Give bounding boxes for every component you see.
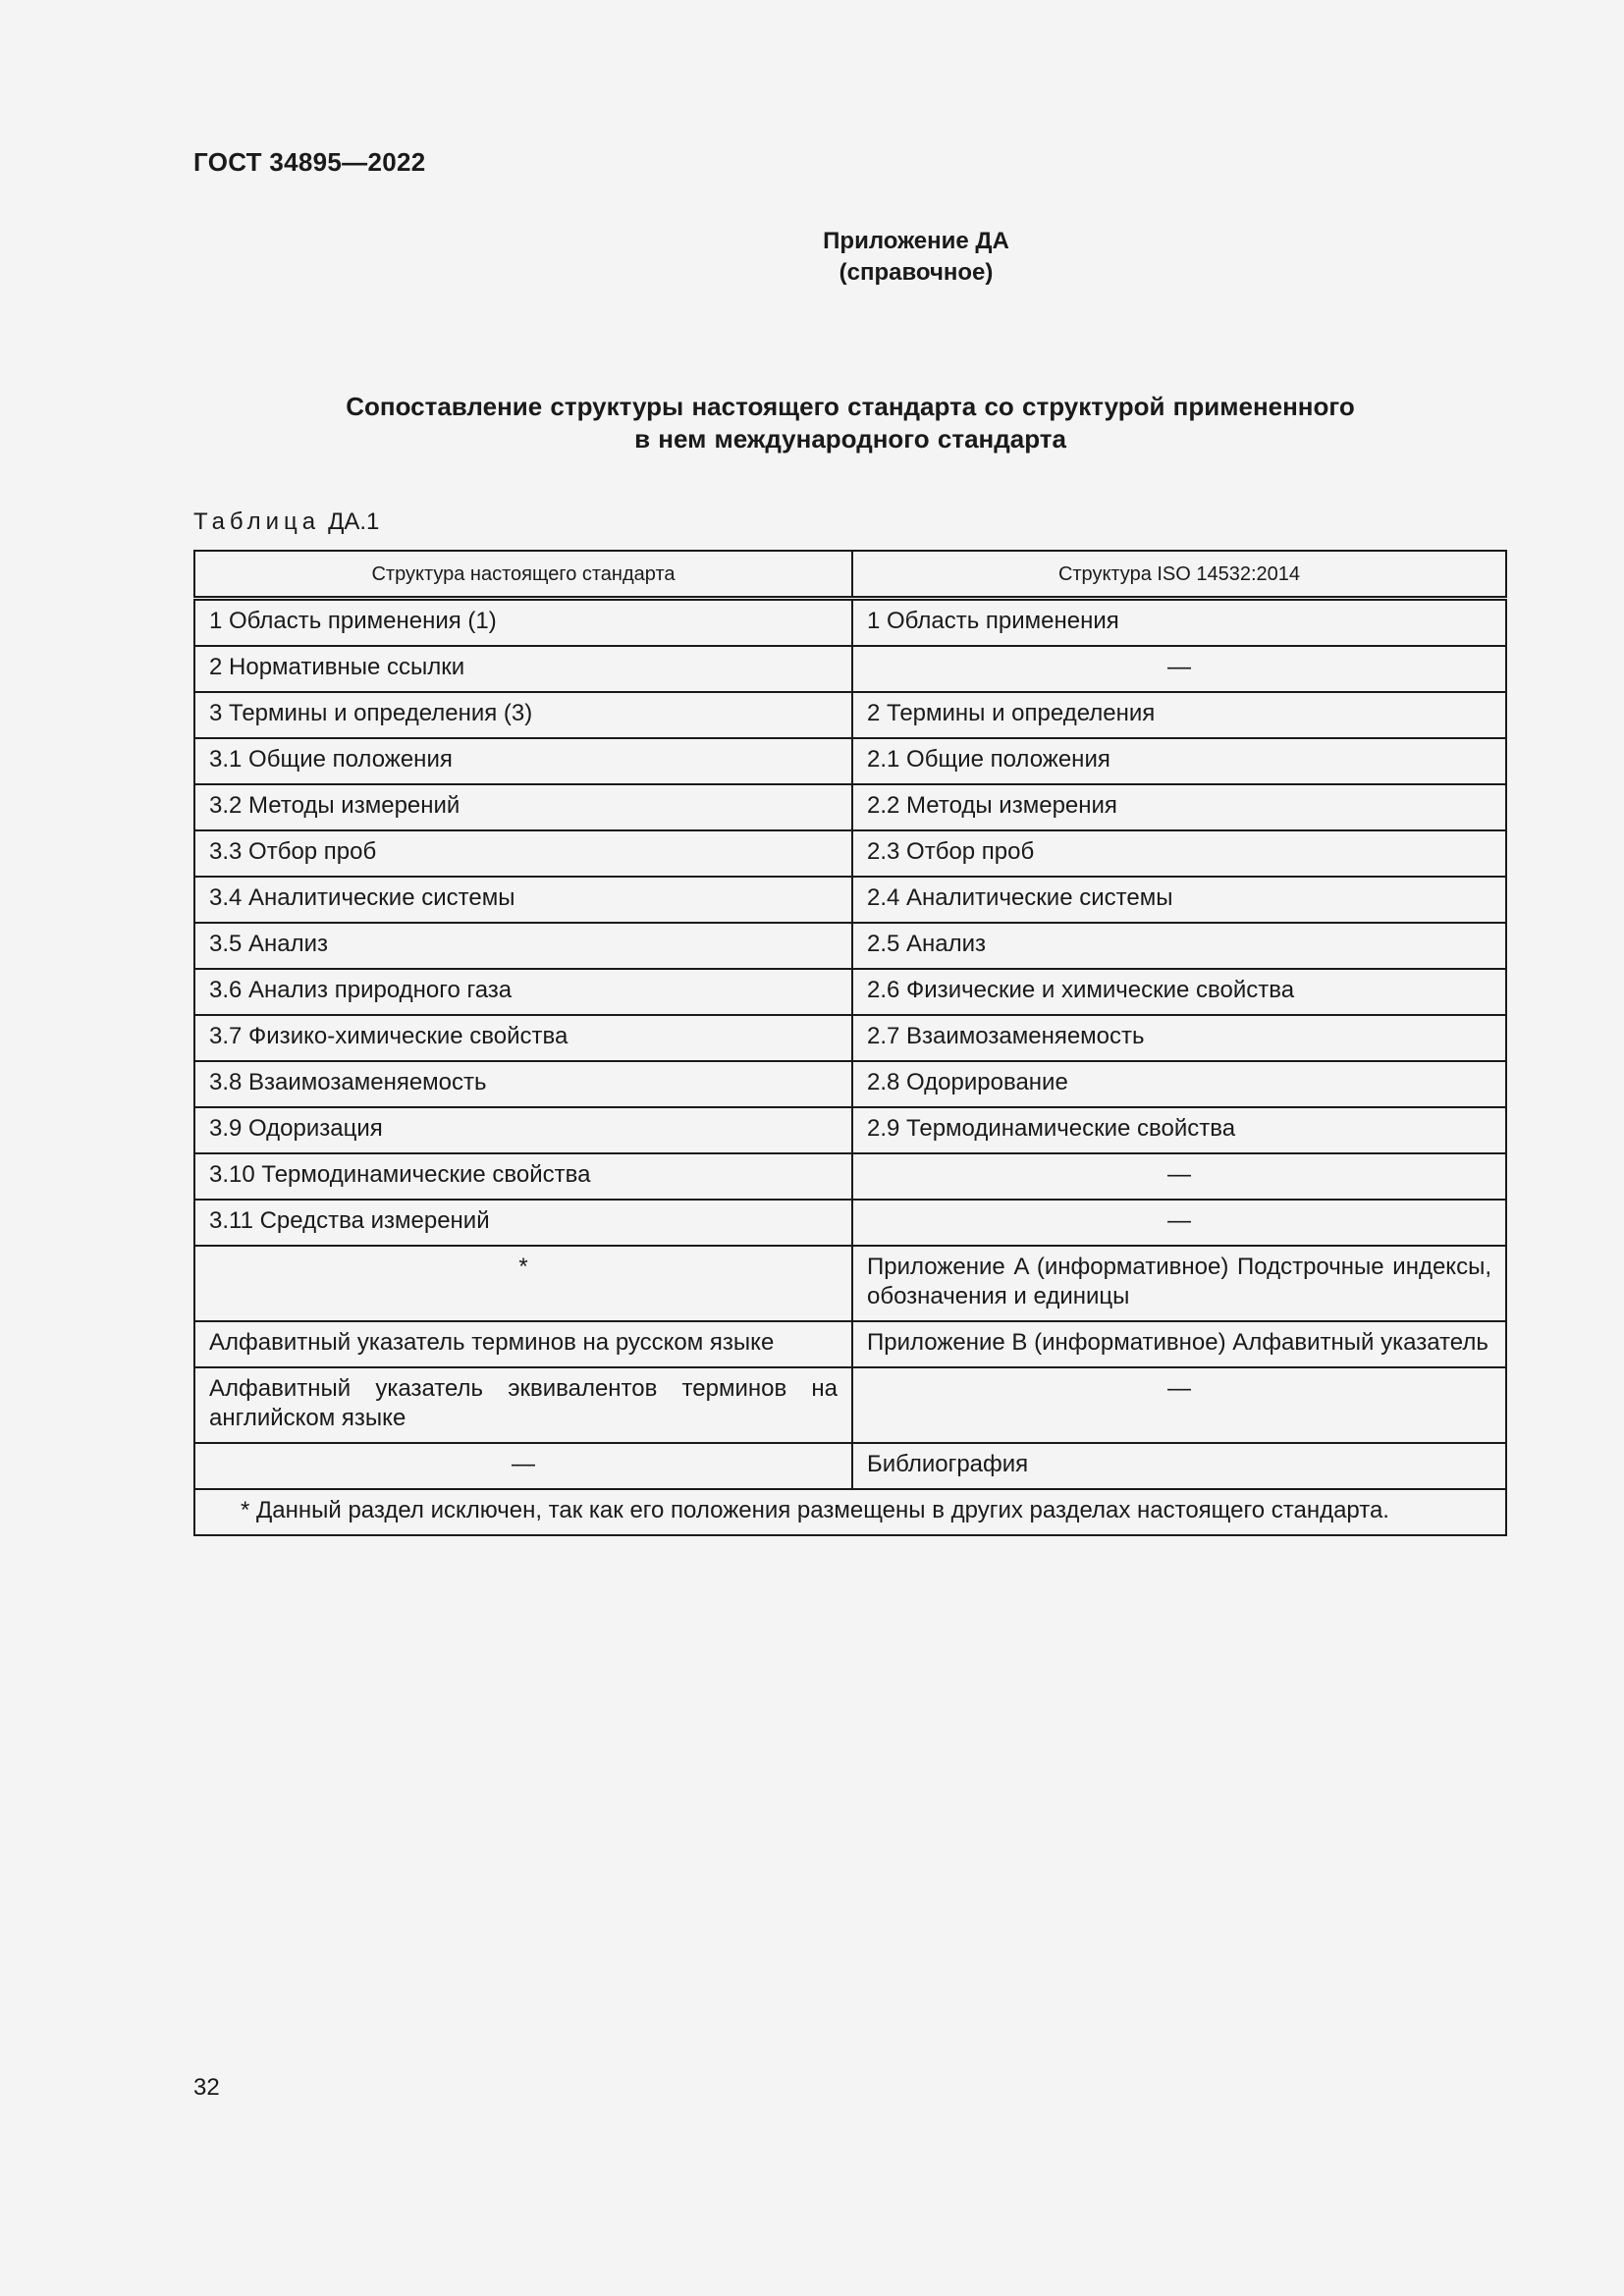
- cell-iso-standard: —: [852, 1200, 1506, 1246]
- table-row: [194, 1367, 1506, 1443]
- appendix-subtitle: (справочное): [839, 259, 994, 286]
- cell-current-standard: 3.2 Методы измерений: [194, 784, 852, 830]
- table-row: [194, 923, 1506, 969]
- cell-current-standard: —: [194, 1443, 852, 1489]
- cell-iso-standard: —: [852, 646, 1506, 692]
- cell-current-standard: Алфавитный указатель эквивалентов терминов на английском языке: [194, 1367, 852, 1443]
- table-row: [194, 1246, 1506, 1321]
- cell-current-standard: 3 Термины и определения (3): [194, 692, 852, 738]
- table-row: [194, 646, 1506, 692]
- cell-iso-standard: 2.4 Аналитические системы: [852, 877, 1506, 923]
- table-row: [194, 1015, 1506, 1061]
- table-header-row: [194, 551, 1506, 599]
- document-code: ГОСТ 34895—2022: [193, 147, 426, 177]
- cell-current-standard: 3.5 Анализ: [194, 923, 852, 969]
- table-row: [194, 784, 1506, 830]
- table-row: [194, 599, 1506, 647]
- table-row: [194, 1200, 1506, 1246]
- cell-iso-standard: 2.7 Взаимозаменяемость: [852, 1015, 1506, 1061]
- cell-iso-standard: Библиография: [852, 1443, 1506, 1489]
- table-caption: [193, 508, 379, 536]
- cell-current-standard: 3.3 Отбор проб: [194, 830, 852, 877]
- cell-iso-standard: 2.1 Общие положения: [852, 738, 1506, 784]
- table-row: [194, 738, 1506, 784]
- cell-current-standard: Алфавитный указатель терминов на русском языке: [194, 1321, 852, 1367]
- cell-iso-standard: 2.2 Методы измерения: [852, 784, 1506, 830]
- cell-current-standard: 3.8 Взаимозаменяемость: [194, 1061, 852, 1107]
- main-title-line-1: Сопоставление структуры настоящего стандарта со структурой примененного: [346, 392, 1355, 421]
- table-row: [194, 692, 1506, 738]
- cell-current-standard: 1 Область применения (1): [194, 599, 852, 647]
- cell-iso-standard: —: [852, 1367, 1506, 1443]
- cell-current-standard: 3.4 Аналитические системы: [194, 877, 852, 923]
- cell-iso-standard: 1 Область применения: [852, 599, 1506, 647]
- cell-current-standard: 3.9 Одоризация: [194, 1107, 852, 1153]
- cell-current-standard: 2 Нормативные ссылки: [194, 646, 852, 692]
- main-title-line-2: в нем международного стандарта: [634, 424, 1066, 454]
- table-row: [194, 1061, 1506, 1107]
- appendix-title: Приложение ДА: [823, 228, 1009, 254]
- column-header-iso-standard: Структура ISO 14532:2014: [852, 551, 1506, 599]
- table-footnote-row: [194, 1489, 1506, 1535]
- cell-iso-standard: 2.5 Анализ: [852, 923, 1506, 969]
- appendix-heading: [0, 226, 1624, 289]
- table-footnote: * Данный раздел исключен, так как его положения размещены в других разделах настоящего стандарта.: [194, 1489, 1506, 1535]
- cell-iso-standard: —: [852, 1153, 1506, 1200]
- table-row: [194, 1443, 1506, 1489]
- cell-current-standard: 3.1 Общие положения: [194, 738, 852, 784]
- cell-iso-standard: Приложение A (информативное) Подстрочные индексы, обозначения и единицы: [852, 1246, 1506, 1321]
- main-title: [193, 391, 1507, 455]
- table-caption-id: ДА.1: [328, 508, 380, 535]
- column-header-current-standard: Структура настоящего стандарта: [194, 551, 852, 599]
- page-number: 32: [193, 2074, 220, 2101]
- cell-current-standard: *: [194, 1246, 852, 1321]
- table-row: [194, 830, 1506, 877]
- table-row: [194, 877, 1506, 923]
- cell-iso-standard: Приложение B (информативное) Алфавитный указатель: [852, 1321, 1506, 1367]
- comparison-table: [193, 550, 1507, 1536]
- table-row: [194, 1153, 1506, 1200]
- cell-iso-standard: 2.6 Физические и химические свойства: [852, 969, 1506, 1015]
- cell-current-standard: 3.6 Анализ природного газа: [194, 969, 852, 1015]
- table-row: [194, 969, 1506, 1015]
- table-caption-word: Таблица: [193, 508, 321, 535]
- cell-iso-standard: 2.8 Одорирование: [852, 1061, 1506, 1107]
- cell-current-standard: 3.10 Термодинамические свойства: [194, 1153, 852, 1200]
- cell-iso-standard: 2 Термины и определения: [852, 692, 1506, 738]
- table-row: [194, 1107, 1506, 1153]
- table-row: [194, 1321, 1506, 1367]
- cell-current-standard: 3.11 Средства измерений: [194, 1200, 852, 1246]
- cell-iso-standard: 2.3 Отбор проб: [852, 830, 1506, 877]
- cell-current-standard: 3.7 Физико-химические свойства: [194, 1015, 852, 1061]
- table-body: [194, 599, 1506, 1536]
- cell-iso-standard: 2.9 Термодинамические свойства: [852, 1107, 1506, 1153]
